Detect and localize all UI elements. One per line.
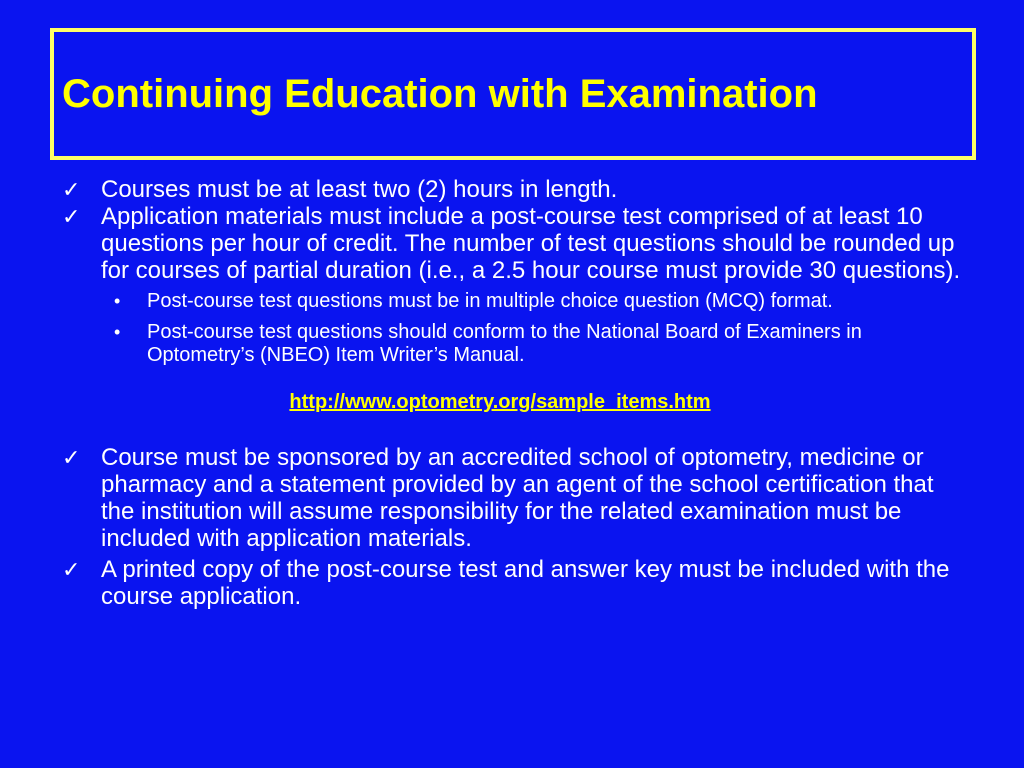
slide-content [62,176,962,610]
checkmark-icon: ✓ [62,177,81,202]
checklist-item-text: Courses must be at least two (2) hours in length. [101,176,618,203]
checklist-item-text: Course must be sponsored by an accredited school of optometry, medicine or pharmacy and a statement provided by an agent of the school certification that the institution will assume responsibility for the related examination must be included with application materials. [101,444,934,552]
checklist-item-text: Application materials must include a post-course test comprised of at least 10 questions per hour of credit. The number of test questions should be rounded up for courses of partial duration (i.e., a 2.5 hour course must provide 30 questions). [101,203,961,284]
bullet-icon: • [114,291,121,311]
sub-bullet-list [62,290,962,367]
sub-bullet-text: Post-course test questions must be in multiple choice question (MCQ) format. [147,290,833,312]
checklist-item [62,444,962,552]
sub-bullet-item [108,290,962,313]
checklist-item [62,203,962,284]
slide-title: Continuing Education with Examination [62,72,818,116]
checkmark-icon: ✓ [62,445,81,470]
sub-bullet-item [108,321,962,367]
sub-bullet-text: Post-course test questions should conform to the National Board of Examiners in Optometry’s (NBEO) Item Writer’s Manual. [147,321,862,366]
checklist-item [62,176,962,203]
checklist-item [62,556,962,610]
link-row [62,391,962,414]
checkmark-icon: ✓ [62,557,81,582]
checklist-item-text: A printed copy of the post-course test and answer key must be included with the course application. [101,556,950,610]
sample-items-link[interactable]: http://www.optometry.org/sample_items.htm [289,391,711,413]
bullet-icon: • [114,322,121,342]
checkmark-icon: ✓ [62,204,81,229]
